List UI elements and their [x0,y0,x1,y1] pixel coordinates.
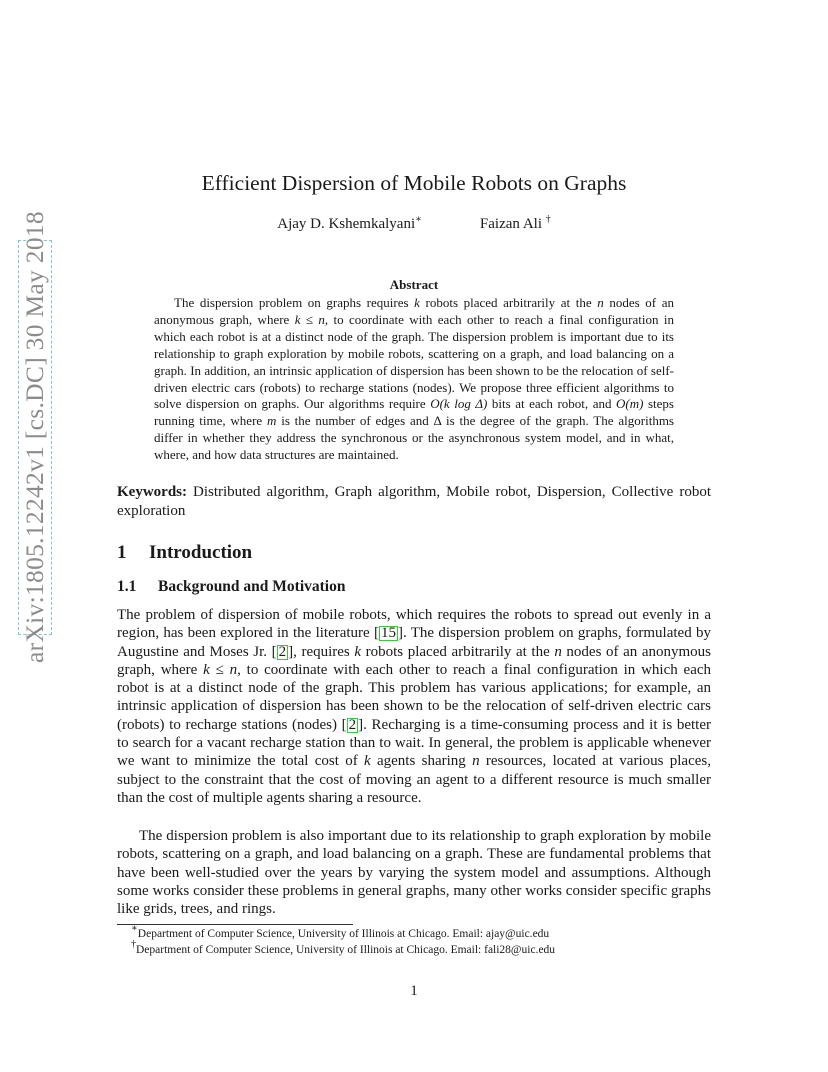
author-2 [480,216,551,233]
arxiv-stamp[interactable]: arXiv:1805.12242v1 [cs.DC] 30 May 2018 [20,211,49,663]
abstract-text: The dispersion problem on graphs requires k robots placed arbitrarily at the n nodes of an anonymous graph, where k ≤ n, to coordinate with each other to reach a final configuration in which each robot is at a distinct node of the graph. The dispersion problem is important due to its relationship to graph exploration by mobile robots, scattering on a graph, and load balancing on a graph. In addition, an intrinsic application of dispersion has been shown to be the relocation of self-driven electric cars (robots) to recharge stations (nodes). We propose three efficient algorithms to solve dispersion on graphs. Our algorithms require O(k log Δ) bits at each robot, and O(m) steps running time, where m is the number of edges and Δ is the degree of the graph. The algorithms differ in whether they address the synchronous or the asynchronous system model, and in what, where, and how data structures are maintained. [154,295,674,463]
author-list [0,216,828,233]
citation-link[interactable]: 15 [381,625,396,642]
author-1 [277,216,422,233]
subsection-heading: 1.1 Background and Motivation [117,578,346,595]
footnote-1: ∗Department of Computer Science, University of Illinois at Chicago. Email: ajay@uic.edu [131,923,550,940]
author-name: Ajay D. Kshemkalyani [277,216,416,232]
keywords-text: Distributed algorithm, Graph algorithm, Mobile robot, Dispersion, Collective robot exploration [117,484,711,519]
footnote-rule [117,924,353,925]
author-footnote-mark[interactable]: † [545,214,551,225]
citation-link[interactable]: 2 [278,643,287,660]
section-heading: 1 Introduction [117,542,253,563]
page-number: 1 [410,983,418,999]
footnote-2: †Department of Computer Science, University of Illinois at Chicago. Email: fali28@uic.edu [131,939,556,956]
body-paragraph-2: The dispersion problem is also important due to its relationship to graph exploration by mobile robots, scattering on a graph, and load balancing on a graph. These are fundamental problems that have been well-studied over the years by varying the system model and assumptions. Although some works consider these problems in general graphs, many other works consider specific graphs like grids, trees, and rings. [117,828,711,918]
author-footnote-mark[interactable]: ∗ [415,214,422,225]
author-name: Faizan Ali [479,216,542,232]
paper-title: Efficient Dispersion of Mobile Robots on Graphs [201,171,627,195]
keywords [117,483,711,520]
keywords-label: Keywords: [117,484,187,500]
body-paragraph-1: The problem of dispersion of mobile robots, which requires the robots to spread out evenly in a region, has been explored in the literature [ 15 ]. The dispersion problem on graphs, formulated by Augustine and Moses Jr. [ 2 ], requires k robots placed arbitrarily at the n nodes of an anonymous graph, where k ≤ n, to coordinate with each other to reach a final configuration in which each robot is at a distinct node of the graph. This problem has various applications; for example, an intrinsic application of dispersion has been shown to be the relocation of self-driven electric cars (robots) to recharge stations (nodes) [ 2 ]. Recharging is a time-consuming process and it is better to search for a vacant recharge station than to wait. In general, the problem is applicable whenever we want to minimize the total cost of k agents sharing n resources, located at various places, subject to the constraint that the cost of moving an agent to a different resource is much smaller than the cost of multiple agents sharing a resource. [117,607,712,806]
abstract-heading: Abstract [389,277,439,292]
citation-link[interactable]: 2 [348,716,357,733]
